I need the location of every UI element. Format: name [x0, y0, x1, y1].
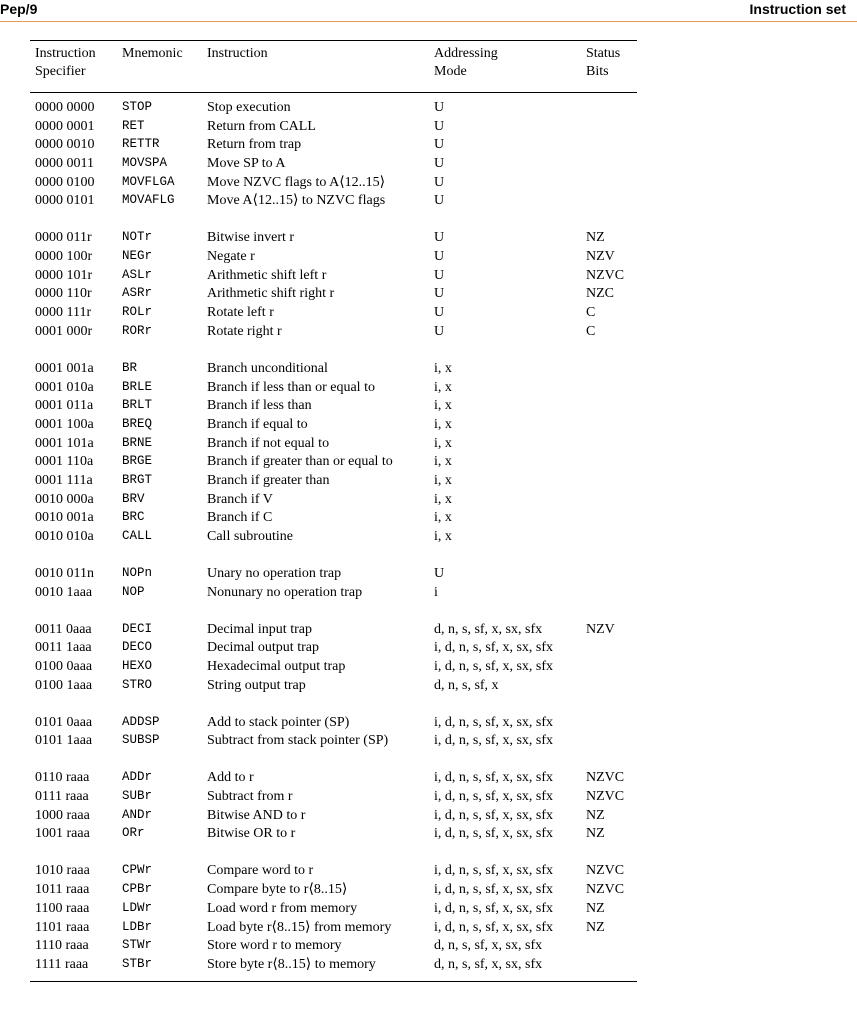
mnemonic: BR	[122, 360, 138, 375]
instruction-specifier: 0000 0010	[35, 137, 95, 153]
group-separator	[30, 694, 637, 712]
instruction-specifier: 0010 000a	[35, 491, 94, 507]
table-row	[30, 564, 637, 583]
group-separator	[30, 341, 637, 359]
instruction-description: Hexadecimal output trap	[207, 659, 346, 675]
instruction-specifier: 0001 010a	[35, 379, 94, 395]
group-separator	[30, 546, 637, 564]
instruction-specifier: 1111 raaa	[35, 956, 89, 972]
addressing-mode: i	[434, 584, 438, 600]
mnemonic: BRGE	[122, 454, 153, 469]
status-bits: NZ	[586, 807, 605, 823]
table-row	[30, 471, 637, 490]
instruction-specifier: 1001 raaa	[35, 826, 90, 842]
addressing-mode: i, d, n, s, sf, x, sx, sfx	[434, 826, 554, 842]
addressing-mode: i, d, n, s, sf, x, sx, sfx	[434, 807, 554, 823]
table-row	[30, 284, 637, 303]
instruction-description: Branch if greater than	[207, 472, 330, 488]
mnemonic: STRO	[122, 677, 153, 692]
addressing-mode: i, x	[434, 379, 452, 395]
status-bits: C	[586, 323, 596, 339]
instruction-specifier: 0001 001a	[35, 360, 94, 376]
table-row	[30, 266, 637, 285]
mnemonic: NOTr	[122, 230, 153, 245]
instruction-specifier: 1011 raaa	[35, 882, 90, 898]
instruction-description: Rotate right r	[207, 323, 282, 339]
instruction-specifier: 1101 raaa	[35, 919, 90, 935]
instruction-specifier: 0000 0001	[35, 118, 95, 134]
instruction-description: String output trap	[207, 677, 306, 693]
addressing-mode: i, x	[434, 529, 452, 545]
addressing-mode: i, d, n, s, sf, x, sx, sfx	[434, 789, 554, 805]
instruction-description: Add to r	[207, 770, 254, 786]
instruction-specifier: 0001 000r	[35, 323, 93, 339]
mnemonic: SUBr	[122, 789, 153, 804]
addressing-mode: U	[434, 193, 445, 209]
status-bits: NZC	[586, 286, 614, 302]
instruction-set-table	[30, 40, 637, 982]
table-row	[30, 731, 637, 750]
table-row	[30, 135, 637, 154]
status-bits: NZV	[586, 621, 615, 637]
mnemonic: SUBSP	[122, 733, 160, 748]
table-row	[30, 620, 637, 639]
column-header-addressing-mode: Addressing Mode	[434, 46, 498, 79]
instruction-description: Return from trap	[207, 137, 302, 153]
instruction-specifier: 0001 101a	[35, 435, 94, 451]
addressing-mode: d, n, s, sf, x, sx, sfx	[434, 621, 543, 637]
addressing-mode: U	[434, 267, 445, 283]
instruction-specifier: 0000 0101	[35, 193, 95, 209]
table-row	[30, 117, 637, 136]
addressing-mode: d, n, s, sf, x, sx, sfx	[434, 938, 543, 954]
instruction-description: Arithmetic shift left r	[207, 267, 327, 283]
table-row	[30, 880, 637, 899]
addressing-mode: U	[434, 305, 445, 321]
instruction-description: Call subroutine	[207, 529, 293, 545]
mnemonic: DECO	[122, 640, 153, 655]
addressing-mode: i, d, n, s, sf, x, sx, sfx	[434, 770, 554, 786]
addressing-mode: U	[434, 323, 445, 339]
instruction-description: Subtract from stack pointer (SP)	[207, 733, 389, 749]
instruction-specifier: 0000 011r	[35, 230, 92, 246]
instruction-specifier: 0010 010a	[35, 529, 94, 545]
table-row	[30, 657, 637, 676]
column-header-status-bits: Status Bits	[586, 46, 621, 79]
column-header-instruction: Instruction	[207, 46, 268, 61]
mnemonic: ASRr	[122, 286, 153, 301]
mnemonic: ROLr	[122, 305, 153, 320]
instruction-specifier: 0100 0aaa	[35, 659, 93, 675]
instruction-specifier: 0001 100a	[35, 416, 94, 432]
status-bits: NZVC	[586, 882, 625, 898]
table-row	[30, 676, 637, 695]
mnemonic: DECI	[122, 621, 153, 636]
instruction-specifier: 1100 raaa	[35, 900, 90, 916]
addressing-mode: i, x	[434, 416, 452, 432]
instruction-description: Move A⟨12..15⟩ to NZVC flags	[207, 193, 386, 209]
mnemonic: STOP	[122, 100, 153, 114]
table-row	[30, 415, 637, 434]
instruction-description: Move SP to A	[207, 156, 286, 172]
mnemonic: BRLT	[122, 398, 153, 413]
mnemonic: NEGr	[122, 249, 153, 264]
addressing-mode: i, x	[434, 510, 452, 526]
mnemonic: ORr	[122, 826, 145, 841]
instruction-specifier: 0101 0aaa	[35, 714, 93, 730]
addressing-mode: i, d, n, s, sf, x, sx, sfx	[434, 714, 554, 730]
instruction-description: Add to stack pointer (SP)	[207, 714, 350, 730]
table-row	[30, 583, 637, 602]
instruction-description: Negate r	[207, 249, 255, 265]
status-bits: NZVC	[586, 863, 625, 879]
instruction-description: Compare byte to r⟨8..15⟩	[207, 882, 348, 898]
table-row	[30, 173, 637, 192]
instruction-specifier: 0000 0100	[35, 174, 95, 190]
instruction-specifier: 0100 1aaa	[35, 677, 93, 693]
instruction-description: Nonunary no operation trap	[207, 584, 363, 600]
table-row	[30, 768, 637, 787]
table-row	[30, 452, 637, 471]
mnemonic: BRV	[122, 491, 145, 506]
addressing-mode: U	[434, 286, 445, 302]
mnemonic: CPWr	[122, 863, 153, 878]
mnemonic: STWr	[122, 938, 153, 953]
addressing-mode: U	[434, 174, 445, 190]
table-row	[30, 490, 637, 509]
mnemonic: LDBr	[122, 919, 153, 934]
group-separator	[30, 601, 637, 619]
table-row	[30, 713, 637, 732]
instruction-description: Decimal input trap	[207, 621, 312, 637]
instruction-description: Decimal output trap	[207, 640, 319, 656]
instruction-specifier: 0110 raaa	[35, 770, 90, 786]
instruction-specifier: 0010 011n	[35, 566, 94, 582]
table-row	[30, 638, 637, 657]
instruction-description: Unary no operation trap	[207, 566, 342, 582]
addressing-mode: i, d, n, s, sf, x, sx, sfx	[434, 659, 554, 675]
instruction-specifier: 0101 1aaa	[35, 733, 93, 749]
mnemonic: LDWr	[122, 900, 153, 915]
instruction-description: Branch if C	[207, 510, 273, 526]
instruction-description: Rotate left r	[207, 305, 274, 321]
table-row	[30, 936, 637, 955]
instruction-description: Bitwise OR to r	[207, 826, 296, 842]
addressing-mode: i, d, n, s, sf, x, sx, sfx	[434, 900, 554, 916]
addressing-mode: i, d, n, s, sf, x, sx, sfx	[434, 640, 554, 656]
instruction-description: Branch if greater than or equal to	[207, 454, 393, 470]
table-row	[30, 247, 637, 266]
header-title-left: Pep/9	[0, 1, 38, 17]
table-header	[30, 41, 637, 93]
status-bits: NZVC	[586, 770, 625, 786]
table-row	[30, 508, 637, 527]
addressing-mode: i, d, n, s, sf, x, sx, sfx	[434, 882, 554, 898]
header-divider	[0, 21, 857, 22]
status-bits: NZ	[586, 900, 605, 916]
mnemonic: STBr	[122, 956, 153, 971]
addressing-mode: U	[434, 230, 445, 246]
group-separator	[30, 210, 637, 228]
instruction-description: Bitwise AND to r	[207, 807, 306, 823]
instruction-specifier: 0001 110a	[35, 454, 94, 470]
mnemonic: RETTR	[122, 137, 160, 152]
mnemonic: BRGT	[122, 472, 153, 487]
mnemonic: MOVAFLG	[122, 193, 175, 208]
addressing-mode: d, n, s, sf, x	[434, 677, 499, 693]
mnemonic: RET	[122, 118, 145, 133]
header-title-right: Instruction set	[749, 1, 846, 17]
mnemonic: ADDr	[122, 770, 153, 785]
instruction-description: Branch if V	[207, 491, 273, 507]
instruction-description: Branch if less than	[207, 398, 312, 414]
mnemonic: NOPn	[122, 566, 153, 581]
addressing-mode: U	[434, 100, 445, 115]
addressing-mode: i, x	[434, 491, 452, 507]
instruction-specifier: 0000 101r	[35, 267, 93, 283]
instruction-description: Return from CALL	[207, 118, 316, 134]
mnemonic: BRC	[122, 510, 145, 525]
status-bits: NZVC	[586, 789, 625, 805]
instruction-description: Bitwise invert r	[207, 230, 295, 246]
status-bits: C	[586, 305, 596, 321]
instruction-specifier: 0010 1aaa	[35, 584, 93, 600]
instruction-description: Store byte r⟨8..15⟩ to memory	[207, 956, 376, 972]
addressing-mode: i, d, n, s, sf, x, sx, sfx	[434, 863, 554, 879]
instruction-specifier: 1010 raaa	[35, 863, 90, 879]
table-row	[30, 98, 637, 117]
instruction-specifier: 1110 raaa	[35, 938, 89, 954]
mnemonic: MOVSPA	[122, 156, 168, 171]
mnemonic: CALL	[122, 529, 153, 544]
instruction-specifier: 0010 001a	[35, 510, 94, 526]
table-row	[30, 228, 637, 247]
mnemonic: RORr	[122, 323, 153, 338]
instruction-description: Branch if equal to	[207, 416, 308, 432]
table-row	[30, 191, 637, 210]
page-header	[0, 0, 857, 24]
instruction-description: Load byte r⟨8..15⟩ from memory	[207, 919, 392, 935]
instruction-specifier: 0001 011a	[35, 398, 94, 414]
instruction-specifier: 0000 0000	[35, 100, 95, 115]
mnemonic: BREQ	[122, 416, 153, 431]
table-row	[30, 322, 637, 341]
table-row	[30, 303, 637, 322]
table-row	[30, 154, 637, 173]
status-bits: NZVC	[586, 267, 625, 283]
group-separator	[30, 750, 637, 768]
table-row	[30, 806, 637, 825]
table-row	[30, 378, 637, 397]
table-row	[30, 955, 637, 974]
instruction-specifier: 0001 111a	[35, 472, 93, 488]
mnemonic: ADDSP	[122, 714, 160, 729]
table-row	[30, 434, 637, 453]
instruction-description: Load word r from memory	[207, 900, 358, 916]
status-bits: NZV	[586, 249, 615, 265]
addressing-mode: i, x	[434, 435, 452, 451]
instruction-specifier: 0000 111r	[35, 305, 92, 321]
mnemonic: BRNE	[122, 435, 153, 450]
mnemonic: HEXO	[122, 659, 153, 674]
instruction-description: Arithmetic shift right r	[207, 286, 335, 302]
table-row	[30, 899, 637, 918]
addressing-mode: i, x	[434, 398, 452, 414]
group-separator	[30, 843, 637, 861]
instruction-description: Compare word to r	[207, 863, 314, 879]
instruction-description: Move NZVC flags to A⟨12..15⟩	[207, 174, 386, 190]
table-row	[30, 861, 637, 880]
addressing-mode: U	[434, 249, 445, 265]
table-row	[30, 787, 637, 806]
table-row	[30, 527, 637, 546]
instruction-description: Store word r to memory	[207, 938, 342, 954]
addressing-mode: i, x	[434, 360, 452, 376]
instruction-description: Branch if not equal to	[207, 435, 330, 451]
table-body	[30, 98, 637, 974]
column-header-specifier: Instruction Specifier	[35, 46, 96, 79]
addressing-mode: U	[434, 137, 445, 153]
instruction-specifier: 0111 raaa	[35, 789, 89, 805]
addressing-mode: i, d, n, s, sf, x, sx, sfx	[434, 919, 554, 935]
mnemonic: CPBr	[122, 882, 153, 897]
table-row	[30, 918, 637, 937]
addressing-mode: i, x	[434, 472, 452, 488]
instruction-specifier: 0011 1aaa	[35, 640, 92, 656]
instruction-specifier: 1000 raaa	[35, 807, 90, 823]
table-row	[30, 824, 637, 843]
instruction-description: Branch if less than or equal to	[207, 379, 375, 395]
status-bits: NZ	[586, 230, 605, 246]
instruction-description: Subtract from r	[207, 789, 293, 805]
addressing-mode: d, n, s, sf, x, sx, sfx	[434, 956, 543, 972]
instruction-specifier: 0000 110r	[35, 286, 92, 302]
table-row	[30, 396, 637, 415]
addressing-mode: U	[434, 118, 445, 134]
addressing-mode: U	[434, 566, 445, 582]
mnemonic: ASLr	[122, 267, 153, 282]
column-header-mnemonic: Mnemonic	[122, 46, 183, 61]
mnemonic: BRLE	[122, 379, 153, 394]
mnemonic: ANDr	[122, 807, 153, 822]
mnemonic: NOP	[122, 584, 145, 599]
status-bits: NZ	[586, 826, 605, 842]
addressing-mode: U	[434, 156, 445, 172]
instruction-description: Stop execution	[207, 100, 291, 115]
instruction-specifier: 0000 100r	[35, 249, 93, 265]
instruction-specifier: 0000 0011	[35, 156, 94, 172]
addressing-mode: i, x	[434, 454, 452, 470]
instruction-description: Branch unconditional	[207, 360, 328, 376]
instruction-specifier: 0011 0aaa	[35, 621, 92, 637]
mnemonic: MOVFLGA	[122, 174, 175, 189]
table-row	[30, 359, 637, 378]
status-bits: NZ	[586, 919, 605, 935]
addressing-mode: i, d, n, s, sf, x, sx, sfx	[434, 733, 554, 749]
